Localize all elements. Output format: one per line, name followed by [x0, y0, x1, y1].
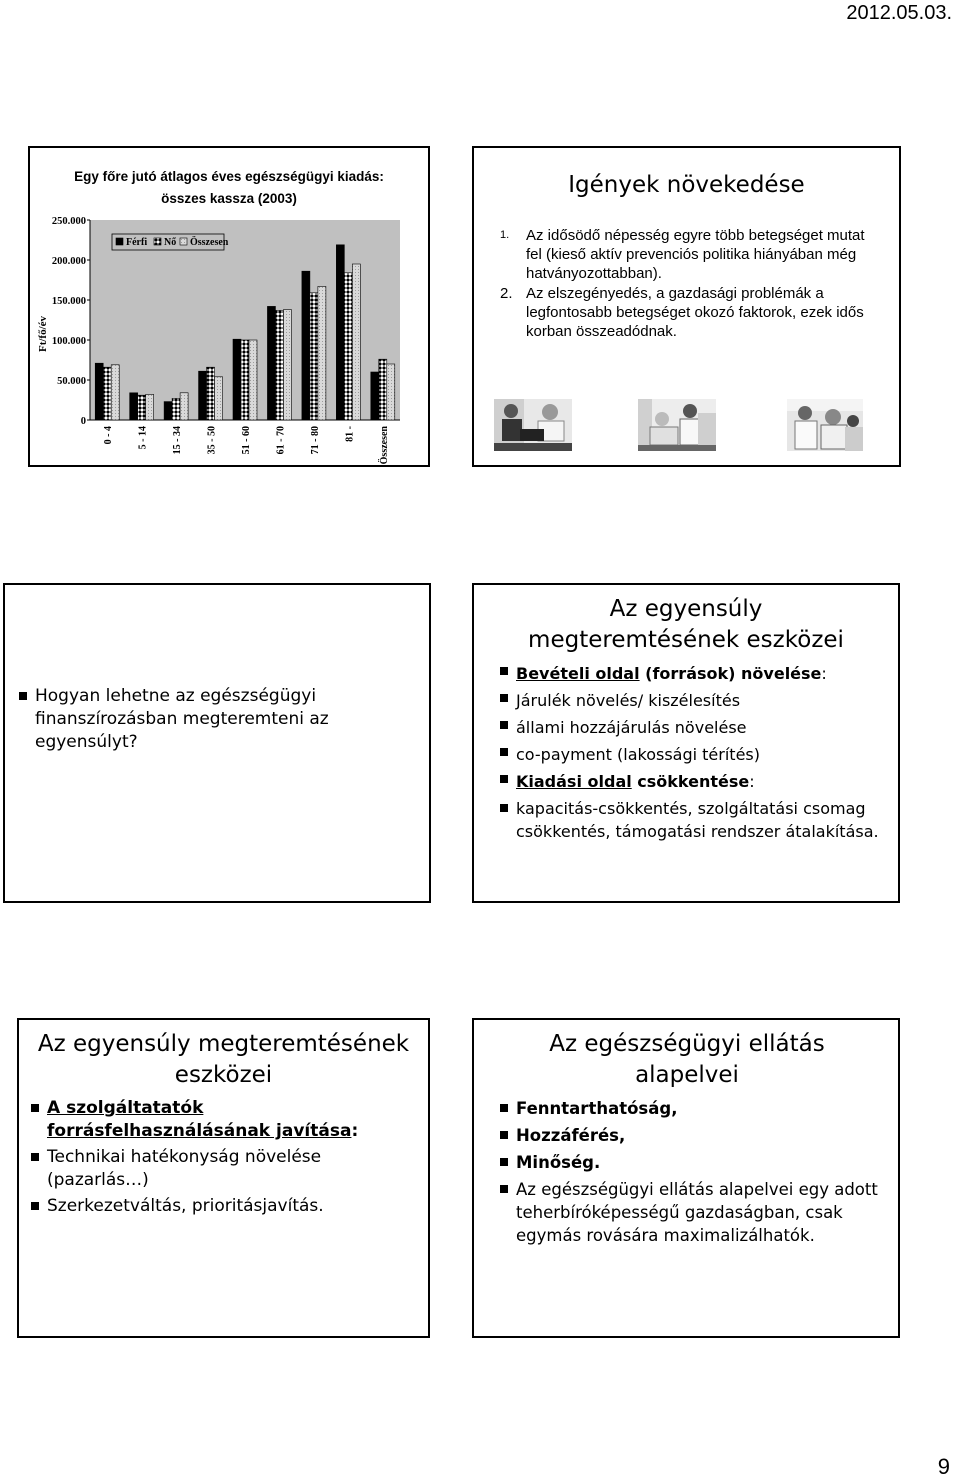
bar-összesen-6 — [283, 310, 291, 420]
bar-férfi-7 — [302, 271, 310, 420]
expenditure-side-label: Kiadási oldal — [516, 772, 632, 791]
demands-item-1-text: Az idősödő népesség egyre több betegséget mutat fel (kieső aktív prevenciós politika hiányában még hatványozottabban). — [526, 227, 865, 282]
bar-összesen-4 — [215, 377, 223, 420]
photo-elderly-care-3 — [787, 399, 863, 451]
slide-principles-title: Az egészségügyi ellátás alapelvei — [549, 1031, 825, 1088]
principles-item-access — [498, 1124, 888, 1147]
demands-item-2-text: Az elszegényedés, a gazdasági problémák a legfontosabb betegséget okozó faktorok, ezek idős korban összeadódnak. — [526, 285, 864, 340]
expenditure-side-rest: csökkentése — [631, 772, 750, 791]
bar-nő-5 — [241, 340, 249, 420]
bar-nő-2 — [138, 395, 146, 420]
print-date: 2012.05.03. — [846, 2, 952, 24]
slide-demands — [472, 146, 901, 467]
bar-férfi-1 — [95, 363, 103, 420]
question-list — [17, 685, 422, 754]
y-tick-label: 50.000 — [57, 376, 86, 387]
x-tick-label: 71 - 80 — [309, 426, 321, 455]
balance-tools-1-item-expenditure — [498, 768, 888, 795]
balance-tools-2-item-providers — [29, 1097, 409, 1143]
chart-title-line1: Egy főre jutó átlagos éves egészségügyi kiadás: — [74, 169, 384, 184]
copayment-text: co-payment (lakossági térítés) — [516, 745, 760, 764]
slide-balance-tools-2-title: Az egyensúly megteremtésének eszközei — [37, 1031, 410, 1088]
principles-item-quality — [498, 1151, 888, 1174]
x-tick-label: Összesen — [378, 426, 390, 464]
legend-label-3: Összesen — [190, 237, 229, 248]
question-item — [17, 685, 422, 754]
slide-demands-title: Igények növekedése — [568, 172, 805, 198]
bar-nő-8 — [344, 273, 352, 420]
bar-férfi-9 — [371, 372, 379, 420]
page-number: 9 — [937, 1454, 950, 1479]
restructuring-text: Szerkezetváltás, prioritásjavítás. — [47, 1196, 324, 1216]
balance-tools-2-item-efficiency — [29, 1146, 409, 1192]
balance-tools-1-item-state — [498, 714, 888, 741]
y-tick-label: 200.000 — [51, 256, 86, 267]
state-contribution-text: állami hozzájárulás növelése — [516, 718, 747, 737]
y-tick-label: 100.000 — [51, 336, 86, 347]
balance-tools-1-item-capacity — [498, 797, 888, 843]
principles-item-tradeoff — [498, 1178, 888, 1247]
balance-tools-2-list — [29, 1097, 409, 1218]
tradeoff-text: Az egészségügyi ellátás alapelvei egy adott teherbíróképességű gazdaságban, csak egymás rovására maximalizálhatók. — [516, 1180, 878, 1245]
x-tick-label: 61 - 70 — [275, 426, 287, 455]
bar-összesen-7 — [318, 286, 326, 420]
providers-resource-use-colon: : — [351, 1121, 359, 1141]
demands-item-1-number: 1. — [500, 229, 510, 241]
principles-item-sustainability — [498, 1097, 888, 1120]
question-text: Hogyan lehetne az egészségügyi finanszírozásban megteremteni az egyensúlyt? — [35, 686, 329, 752]
bar-férfi-8 — [336, 245, 344, 420]
principles-list — [498, 1097, 888, 1247]
bar-chart — [30, 214, 428, 464]
bar-összesen-5 — [249, 340, 257, 420]
slide-balance-tools-1 — [472, 583, 900, 903]
slide-balance-tools-2 — [17, 1018, 430, 1338]
revenue-side-rest: (források) növelése — [639, 664, 822, 683]
slide-question — [3, 583, 431, 903]
legend-label-2: Nő — [164, 237, 177, 248]
balance-tools-1-item-revenue — [498, 660, 888, 687]
demands-item-2-number: 2. — [500, 285, 513, 302]
bar-férfi-4 — [199, 371, 207, 420]
y-tick-label: 250.000 — [51, 216, 86, 227]
bar-férfi-6 — [267, 306, 275, 420]
bar-nő-4 — [207, 367, 215, 420]
bar-összesen-1 — [111, 365, 119, 420]
y-tick-label: 150.000 — [51, 296, 86, 307]
sustainability-text: Fenntarthatóság, — [516, 1099, 678, 1118]
y-axis-label: Ft/fő/év — [37, 315, 49, 353]
bar-nő-3 — [172, 398, 180, 420]
bar-nő-6 — [275, 310, 283, 420]
bar-nő-9 — [379, 359, 387, 420]
bar-nő-1 — [103, 367, 111, 420]
bar-nő-7 — [310, 293, 318, 420]
demands-item-2 — [500, 284, 870, 341]
y-tick-label: 0 — [80, 416, 86, 427]
slide-balance-tools-1-title: Az egyensúly megteremtésének eszközei — [528, 596, 844, 653]
x-tick-label: 81 - — [344, 426, 356, 442]
chart-title — [30, 166, 428, 210]
photo-elderly-care-2 — [638, 399, 716, 451]
x-tick-label: 5 - 14 — [137, 426, 149, 450]
bar-összesen-2 — [146, 394, 154, 420]
providers-resource-use-text: A szolgáltatatók forrásfelhasználásának javítása — [47, 1098, 352, 1141]
bar-férfi-5 — [233, 339, 241, 420]
x-tick-label: 15 - 34 — [172, 426, 184, 455]
bar-összesen-9 — [387, 364, 395, 420]
chart-legend — [112, 234, 229, 250]
balance-tools-2-item-restructuring — [29, 1195, 409, 1218]
slide-principles — [472, 1018, 900, 1338]
bar-férfi-3 — [164, 402, 172, 420]
x-tick-label: 51 - 60 — [241, 426, 252, 455]
access-text: Hozzáférés, — [516, 1126, 626, 1145]
efficiency-text: Technikai hatékonyság növelése (pazarlás…) — [47, 1147, 322, 1190]
capacity-text: kapacitás-csökkentés, szolgáltatási csomag csökkentés, támogatási rendszer átalakítása. — [516, 799, 879, 841]
legend-label-1: Férfi — [126, 237, 148, 248]
balance-tools-1-item-contribution — [498, 687, 888, 714]
contribution-text: Járulék növelés/ kiszélesítés — [516, 691, 741, 710]
legend-swatch-2 — [154, 238, 161, 245]
bar-összesen-3 — [180, 393, 188, 420]
demands-item-1 — [500, 226, 870, 283]
quality-text: Minőség. — [516, 1153, 601, 1172]
bar-férfi-2 — [130, 393, 138, 420]
expenditure-side-colon: : — [749, 772, 755, 791]
balance-tools-1-list — [498, 660, 888, 843]
revenue-side-label: Bevételi oldal — [516, 664, 640, 683]
revenue-side-colon: : — [821, 664, 827, 683]
slide-chart — [28, 146, 430, 467]
chart-title-line2: összes kassza (2003) — [161, 191, 297, 206]
balance-tools-1-item-copayment — [498, 741, 888, 768]
legend-swatch-3 — [180, 238, 187, 245]
x-tick-label: 0 - 4 — [103, 426, 115, 445]
demands-list — [500, 226, 870, 341]
bar-összesen-8 — [352, 264, 360, 420]
x-tick-label: 35 - 50 — [206, 426, 218, 455]
legend-swatch-1 — [116, 238, 123, 245]
photo-elderly-care-1 — [494, 399, 572, 451]
